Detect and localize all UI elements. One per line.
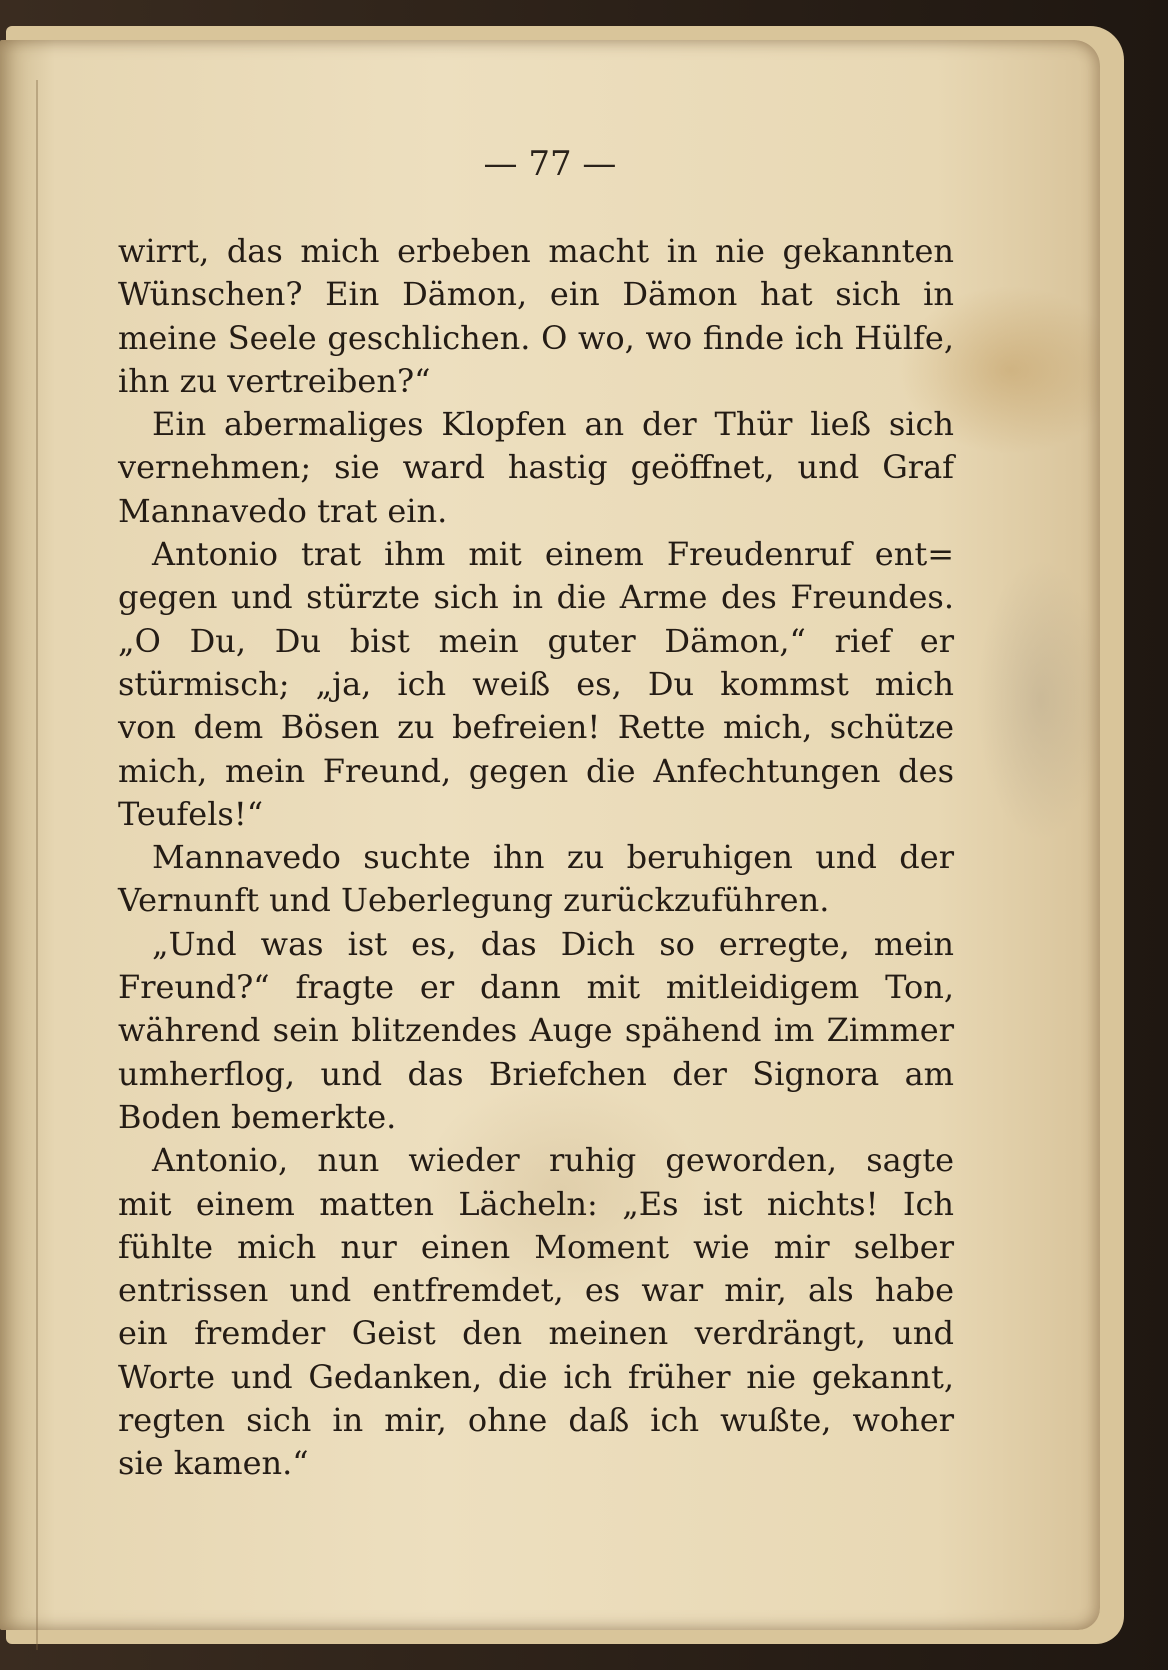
text-line: während sein blitzendes Auge spähend im Zimmer xyxy=(118,1011,954,1050)
text-line: Antonio trat ihm mit einem Freudenruf ent= xyxy=(152,535,954,574)
text-line: Ein abermaliges Klopfen an der Thür ließ sich xyxy=(152,405,954,444)
text-line: mit einem matten Lächeln: „Es ist nichts! Ich xyxy=(118,1184,954,1223)
text-line: ihn zu vertreiben?“ xyxy=(118,361,431,400)
text-line: ein fremder Geist den meinen verdrängt, und xyxy=(118,1314,954,1353)
text-line: Boden bemerkte. xyxy=(118,1097,397,1136)
book-page xyxy=(0,40,1100,1630)
text-line: Mannavedo suchte ihn zu beruhigen und der xyxy=(152,838,954,877)
text-line: fühlte mich nur einen Moment wie mir selber xyxy=(118,1227,954,1266)
text-line: „Und was ist es, das Dich so erregte, mein xyxy=(152,924,954,963)
text-line: sie kamen.“ xyxy=(118,1444,309,1483)
text-line: Antonio, nun wieder ruhig geworden, sagte xyxy=(152,1141,954,1180)
gutter-fold xyxy=(36,80,38,1650)
text-line: wirrt, das mich erbeben macht in nie gekannten xyxy=(118,232,954,270)
page-number: — 77 — xyxy=(483,144,617,184)
text-line: umherflog, und das Briefchen der Signora am xyxy=(118,1054,954,1093)
text-line: Mannavedo trat ein. xyxy=(118,491,448,530)
text-line: gegen und stürzte sich in die Arme des Freundes. xyxy=(118,578,954,617)
text-line: Freund?“ fragte er dann mit mitleidigem Ton, xyxy=(118,968,954,1007)
text-line: vernehmen; sie ward hastig geöffnet, und Graf xyxy=(118,448,954,487)
text-line: mich, mein Freund, gegen die Anfechtungen des xyxy=(118,751,954,790)
text-line: stürmisch; „ja, ich weiß es, Du kommst mich xyxy=(118,664,954,703)
text-line: Worte und Gedanken, die ich früher nie gekannt, xyxy=(118,1357,954,1396)
text-line: Vernunft und Ueberlegung zurückzuführen. xyxy=(118,881,830,920)
text-line: regten sich in mir, ohne daß ich wußte, woher xyxy=(118,1401,954,1440)
text-line: von dem Bösen zu befreien! Rette mich, schütze xyxy=(118,708,954,747)
text-line: „O Du, Du bist mein guter Dämon,“ rief er xyxy=(118,621,954,660)
body-text xyxy=(118,230,954,1486)
text-line: meine Seele geschlichen. O wo, wo finde ich Hülfe, xyxy=(118,318,954,357)
text-line: Teufels!“ xyxy=(118,794,264,833)
text-line: Wünschen? Ein Dämon, ein Dämon hat sich in xyxy=(118,275,954,314)
text-line: entrissen und entfremdet, es war mir, als habe xyxy=(118,1271,954,1310)
